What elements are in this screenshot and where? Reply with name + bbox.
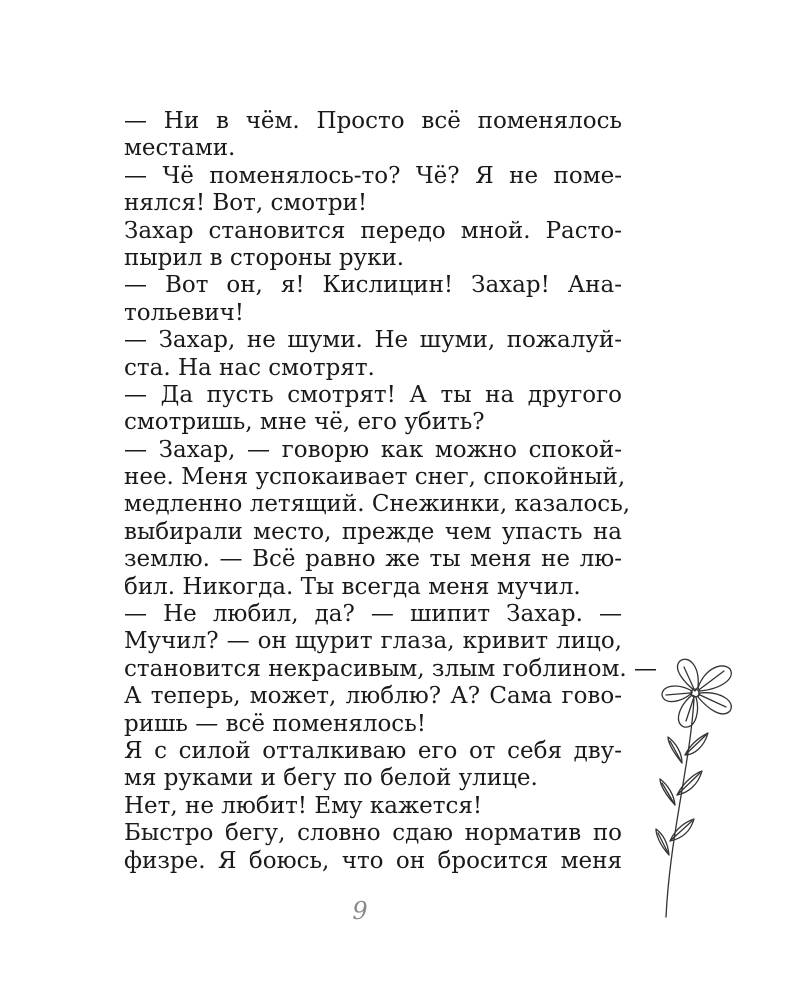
text-line: тольевич! (124, 299, 245, 326)
text-line: местами. (124, 135, 236, 162)
text-line: — Да пусть смотрят! А ты на другого (124, 381, 622, 408)
text-line: — Вот он, я! Кислицин! Захар! Ана- (124, 272, 622, 299)
text-line: землю. — Всё равно же ты меня не лю- (124, 546, 622, 573)
text-line: нялся! Вот, смотри! (124, 190, 368, 217)
text-line: выбирали место, прежде чем упасть на (124, 518, 622, 545)
text-line: — Не любил, да? — шипит Захар. — (124, 601, 622, 628)
text-line: физре. Я боюсь, что он бросится меня (124, 847, 622, 874)
text-line: ста. На нас смотрят. (124, 354, 375, 381)
text-line: Быстро бегу, словно сдаю норматив по (124, 820, 622, 847)
text-line: медленно летящий. Снежинки, казалось, (124, 491, 631, 518)
text-line: Мучил? — он щурит глаза, кривит лицо, (124, 628, 622, 655)
text-line: — Ни в чём. Просто всё поменялось (124, 108, 622, 134)
text-line: — Захар, не шуми. Не шуми, пожалуй- (124, 327, 622, 354)
text-line: смотришь, мне чё, его убить? (124, 409, 485, 436)
text-line: — Чё поменялось-то? Чё? Я не поме- (124, 162, 622, 189)
text-line: А теперь, может, люблю? А? Сама гово- (124, 683, 622, 710)
flower-icon (630, 655, 740, 925)
text-line: Я с силой отталкиваю его от себя дву- (124, 737, 622, 764)
text-line: становится некрасивым, злым гоблином. — (124, 655, 657, 682)
text-line: Захар становится передо мной. Расто- (124, 217, 622, 244)
page-text (124, 108, 657, 875)
text-line: ришь — всё поменялось! (124, 710, 426, 737)
text-line: пырил в стороны руки. (124, 244, 405, 271)
text-line: — Захар, — говорю как можно спокой- (124, 436, 622, 463)
text-line: Нет, не любит! Ему кажется! (124, 792, 483, 819)
text-line: нее. Меня успокаивает снег, спокойный, (124, 464, 626, 491)
text-line: бил. Никогда. Ты всегда меня мучил. (124, 573, 581, 600)
page-number: 9 (352, 897, 368, 925)
text-line: мя руками и бегу по белой улице. (124, 765, 538, 792)
